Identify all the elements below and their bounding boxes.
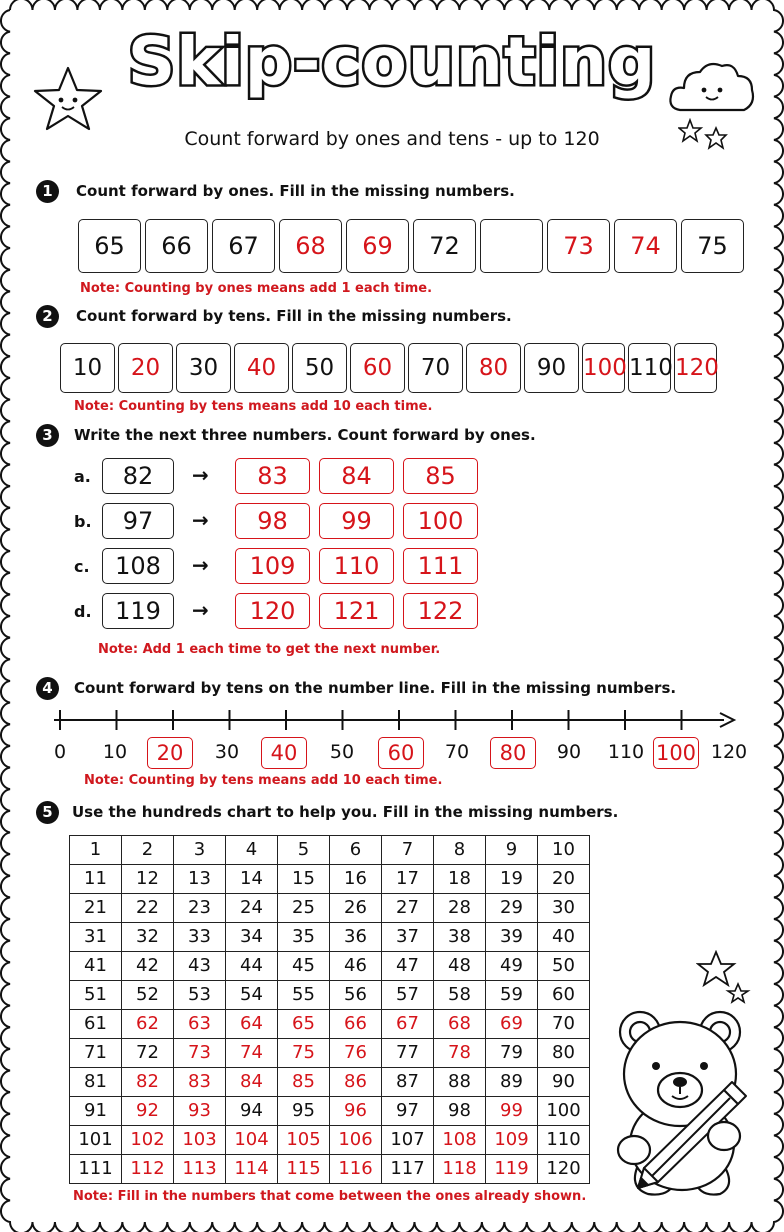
- given-number-box: 82: [102, 458, 174, 494]
- chart-cell: 6: [330, 836, 382, 865]
- question-3-instruction: Write the next three numbers. Count forward by ones.: [74, 426, 536, 444]
- chart-cell: 2: [122, 836, 174, 865]
- chart-cell[interactable]: 84: [226, 1068, 278, 1097]
- answer-box[interactable]: 100: [653, 737, 699, 769]
- chart-cell: 21: [70, 894, 122, 923]
- question-1-number: 1: [36, 180, 59, 203]
- chart-cell[interactable]: 78: [434, 1039, 486, 1068]
- answer-box[interactable]: 80: [466, 343, 521, 393]
- chart-cell: 81: [70, 1068, 122, 1097]
- chart-cell[interactable]: 75: [278, 1039, 330, 1068]
- answer-box[interactable]: [480, 219, 543, 273]
- chart-cell[interactable]: 105: [278, 1126, 330, 1155]
- answer-box[interactable]: 85: [403, 458, 478, 494]
- answer-box[interactable]: 65: [78, 219, 141, 273]
- chart-cell: 47: [382, 952, 434, 981]
- chart-cell: 60: [538, 981, 590, 1010]
- tick-label: 70: [444, 741, 470, 763]
- chart-cell[interactable]: 108: [434, 1126, 486, 1155]
- stars-icon: [696, 950, 752, 1006]
- chart-cell: 55: [278, 981, 330, 1010]
- chart-cell[interactable]: 106: [330, 1126, 382, 1155]
- answer-box[interactable]: 50: [292, 343, 347, 393]
- question-1-note: Note: Counting by ones means add 1 each time.: [80, 281, 433, 296]
- answer-box[interactable]: 66: [145, 219, 208, 273]
- answer-box[interactable]: 80: [490, 737, 536, 769]
- chart-cell: 120: [538, 1155, 590, 1184]
- chart-cell[interactable]: 93: [174, 1097, 226, 1126]
- chart-cell: 42: [122, 952, 174, 981]
- chart-cell: 1: [70, 836, 122, 865]
- question-1-boxes: [78, 219, 744, 273]
- question-4-note: Note: Counting by tens means add 10 each time.: [84, 773, 443, 788]
- chart-cell: 19: [486, 865, 538, 894]
- chart-cell: 70: [538, 1010, 590, 1039]
- chart-cell[interactable]: 86: [330, 1068, 382, 1097]
- given-number-box: 108: [102, 548, 174, 584]
- chart-cell: 38: [434, 923, 486, 952]
- chart-cell: 101: [70, 1126, 122, 1155]
- page-title: Skip-counting: [127, 23, 657, 100]
- chart-row: [70, 1010, 590, 1039]
- page-subtitle: Count forward by ones and tens - up to 120: [184, 128, 600, 150]
- chart-cell: 20: [538, 865, 590, 894]
- chart-cell[interactable]: 62: [122, 1010, 174, 1039]
- given-number-box: 97: [102, 503, 174, 539]
- answer-box[interactable]: 70: [408, 343, 463, 393]
- chart-cell: 111: [70, 1155, 122, 1184]
- chart-cell: 33: [174, 923, 226, 952]
- chart-cell[interactable]: 109: [486, 1126, 538, 1155]
- answer-box[interactable]: 72: [413, 219, 476, 273]
- chart-cell: 91: [70, 1097, 122, 1126]
- chart-cell: 94: [226, 1097, 278, 1126]
- chart-cell: 30: [538, 894, 590, 923]
- chart-cell: 117: [382, 1155, 434, 1184]
- chart-cell: 18: [434, 865, 486, 894]
- chart-cell: 41: [70, 952, 122, 981]
- answer-box[interactable]: 68: [279, 219, 342, 273]
- chart-cell: 25: [278, 894, 330, 923]
- arrow-icon: →: [192, 553, 209, 577]
- chart-row: [70, 865, 590, 894]
- chart-cell: 95: [278, 1097, 330, 1126]
- chart-cell: 17: [382, 865, 434, 894]
- chart-cell: 52: [122, 981, 174, 1010]
- answer-box[interactable]: 73: [547, 219, 610, 273]
- chart-cell: 53: [174, 981, 226, 1010]
- answer-box[interactable]: 83: [235, 458, 310, 494]
- chart-cell: 5: [278, 836, 330, 865]
- chart-cell: 36: [330, 923, 382, 952]
- chart-cell: 88: [434, 1068, 486, 1097]
- tick-label: 110: [607, 741, 645, 763]
- chart-row: [70, 923, 590, 952]
- chart-cell[interactable]: 83: [174, 1068, 226, 1097]
- answer-box[interactable]: 20: [147, 737, 193, 769]
- chart-cell: 31: [70, 923, 122, 952]
- chart-cell[interactable]: 112: [122, 1155, 174, 1184]
- teddy-bear-icon: [604, 1004, 764, 1200]
- chart-cell: 98: [434, 1097, 486, 1126]
- chart-cell[interactable]: 113: [174, 1155, 226, 1184]
- chart-cell[interactable]: 115: [278, 1155, 330, 1184]
- answer-box[interactable]: 98: [235, 503, 310, 539]
- chart-cell: 61: [70, 1010, 122, 1039]
- tick-label: 120: [710, 741, 748, 763]
- chart-cell: 15: [278, 865, 330, 894]
- chart-cell: 51: [70, 981, 122, 1010]
- given-number-box: 119: [102, 593, 174, 629]
- chart-cell[interactable]: 85: [278, 1068, 330, 1097]
- chart-cell: 49: [486, 952, 538, 981]
- chart-cell[interactable]: 69: [486, 1010, 538, 1039]
- answer-box[interactable]: 69: [346, 219, 409, 273]
- chart-cell[interactable]: 76: [330, 1039, 382, 1068]
- chart-cell: 57: [382, 981, 434, 1010]
- answer-box[interactable]: 100: [582, 343, 625, 393]
- answer-box[interactable]: 30: [176, 343, 231, 393]
- chart-cell: 77: [382, 1039, 434, 1068]
- chart-cell: 8: [434, 836, 486, 865]
- question-5-note: Note: Fill in the numbers that come between the ones already shown.: [73, 1189, 587, 1204]
- answer-box[interactable]: 10: [60, 343, 115, 393]
- answer-box[interactable]: 84: [319, 458, 394, 494]
- answer-box[interactable]: 122: [403, 593, 478, 629]
- chart-cell[interactable]: 92: [122, 1097, 174, 1126]
- chart-cell[interactable]: 63: [174, 1010, 226, 1039]
- answer-box[interactable]: 100: [403, 503, 478, 539]
- question-5-number: 5: [36, 801, 59, 824]
- chart-cell[interactable]: 104: [226, 1126, 278, 1155]
- chart-cell: 97: [382, 1097, 434, 1126]
- question-5-instruction: Use the hundreds chart to help you. Fill in the missing numbers.: [72, 803, 619, 821]
- chart-cell[interactable]: 116: [330, 1155, 382, 1184]
- row-label: a.: [74, 467, 91, 486]
- chart-cell: 37: [382, 923, 434, 952]
- chart-cell: 72: [122, 1039, 174, 1068]
- chart-cell[interactable]: 114: [226, 1155, 278, 1184]
- answer-box[interactable]: 40: [261, 737, 307, 769]
- chart-cell: 107: [382, 1126, 434, 1155]
- chart-row: [70, 836, 590, 865]
- chart-cell: 28: [434, 894, 486, 923]
- answer-box[interactable]: 120: [674, 343, 717, 393]
- question-2-boxes: [60, 343, 717, 393]
- chart-cell: 7: [382, 836, 434, 865]
- number-line-labels: [0, 737, 784, 771]
- chart-cell[interactable]: 99: [486, 1097, 538, 1126]
- chart-cell[interactable]: 64: [226, 1010, 278, 1039]
- chart-cell: 48: [434, 952, 486, 981]
- chart-row: [70, 1155, 590, 1184]
- chart-cell: 90: [538, 1068, 590, 1097]
- chart-cell: 89: [486, 1068, 538, 1097]
- chart-cell[interactable]: 119: [486, 1155, 538, 1184]
- chart-cell: 9: [486, 836, 538, 865]
- chart-cell[interactable]: 118: [434, 1155, 486, 1184]
- chart-cell: 12: [122, 865, 174, 894]
- chart-cell: 58: [434, 981, 486, 1010]
- chart-cell: 54: [226, 981, 278, 1010]
- chart-cell: 3: [174, 836, 226, 865]
- chart-cell: 29: [486, 894, 538, 923]
- chart-cell: 40: [538, 923, 590, 952]
- chart-cell: 13: [174, 865, 226, 894]
- chart-cell[interactable]: 73: [174, 1039, 226, 1068]
- chart-cell[interactable]: 102: [122, 1126, 174, 1155]
- question-2-number: 2: [36, 305, 59, 328]
- answer-box[interactable]: 90: [524, 343, 579, 393]
- chart-cell[interactable]: 66: [330, 1010, 382, 1039]
- chart-cell: 44: [226, 952, 278, 981]
- row-label: b.: [74, 512, 92, 531]
- question-4-instruction: Count forward by tens on the number line. Fill in the missing numbers.: [74, 679, 677, 697]
- answer-box[interactable]: 75: [681, 219, 744, 273]
- chart-cell: 23: [174, 894, 226, 923]
- question-4-number: 4: [36, 677, 59, 700]
- row-label: c.: [74, 557, 90, 576]
- chart-cell[interactable]: 74: [226, 1039, 278, 1068]
- chart-row: [70, 1126, 590, 1155]
- tick-label: 30: [214, 741, 240, 763]
- question-1-instruction: Count forward by ones. Fill in the missing numbers.: [76, 182, 515, 200]
- chart-row: [70, 894, 590, 923]
- question-2-note: Note: Counting by tens means add 10 each time.: [74, 399, 433, 414]
- chart-cell: 59: [486, 981, 538, 1010]
- answer-box[interactable]: 120: [235, 593, 310, 629]
- chart-cell: 10: [538, 836, 590, 865]
- chart-cell: 11: [70, 865, 122, 894]
- row-label: d.: [74, 602, 92, 621]
- chart-cell: 71: [70, 1039, 122, 1068]
- question-3-note: Note: Add 1 each time to get the next number.: [98, 642, 441, 657]
- chart-cell[interactable]: 67: [382, 1010, 434, 1039]
- answer-box[interactable]: 67: [212, 219, 275, 273]
- chart-cell: 50: [538, 952, 590, 981]
- chart-cell: 27: [382, 894, 434, 923]
- answer-box[interactable]: 99: [319, 503, 394, 539]
- chart-cell[interactable]: 68: [434, 1010, 486, 1039]
- answer-box[interactable]: 40: [234, 343, 289, 393]
- tick-label: 10: [102, 741, 128, 763]
- chart-cell: 79: [486, 1039, 538, 1068]
- answer-box[interactable]: 110: [319, 548, 394, 584]
- tick-label: 50: [329, 741, 355, 763]
- chart-cell: 34: [226, 923, 278, 952]
- arrow-icon: →: [192, 508, 209, 532]
- chart-cell[interactable]: 103: [174, 1126, 226, 1155]
- question-2-instruction: Count forward by tens. Fill in the missing numbers.: [76, 307, 512, 325]
- chart-row: [70, 1068, 590, 1097]
- chart-cell: 26: [330, 894, 382, 923]
- chart-cell: 100: [538, 1097, 590, 1126]
- chart-cell: 32: [122, 923, 174, 952]
- chart-row: [70, 952, 590, 981]
- chart-cell[interactable]: 96: [330, 1097, 382, 1126]
- answer-box[interactable]: 60: [350, 343, 405, 393]
- chart-row: [70, 1039, 590, 1068]
- chart-cell: 16: [330, 865, 382, 894]
- question-3-number: 3: [36, 424, 59, 447]
- arrow-icon: →: [192, 598, 209, 622]
- tick-label: 0: [53, 741, 67, 763]
- chart-row: [70, 1097, 590, 1126]
- chart-cell: 14: [226, 865, 278, 894]
- chart-cell: 43: [174, 952, 226, 981]
- chart-cell: 56: [330, 981, 382, 1010]
- chart-cell: 45: [278, 952, 330, 981]
- chart-row: [70, 981, 590, 1010]
- chart-cell: 80: [538, 1039, 590, 1068]
- chart-cell: 110: [538, 1126, 590, 1155]
- answer-box[interactable]: 121: [319, 593, 394, 629]
- chart-cell: 87: [382, 1068, 434, 1097]
- chart-cell: 46: [330, 952, 382, 981]
- chart-cell: 4: [226, 836, 278, 865]
- chart-cell: 35: [278, 923, 330, 952]
- answer-box[interactable]: 60: [378, 737, 424, 769]
- chart-cell: 24: [226, 894, 278, 923]
- chart-cell[interactable]: 65: [278, 1010, 330, 1039]
- answer-box[interactable]: 74: [614, 219, 677, 273]
- arrow-icon: →: [192, 463, 209, 487]
- answer-box[interactable]: 110: [628, 343, 671, 393]
- tick-label: 90: [556, 741, 582, 763]
- hundreds-chart: [69, 835, 590, 1184]
- answer-box[interactable]: 111: [403, 548, 478, 584]
- answer-box[interactable]: 20: [118, 343, 173, 393]
- chart-cell[interactable]: 82: [122, 1068, 174, 1097]
- chart-cell: 39: [486, 923, 538, 952]
- chart-cell: 22: [122, 894, 174, 923]
- answer-box[interactable]: 109: [235, 548, 310, 584]
